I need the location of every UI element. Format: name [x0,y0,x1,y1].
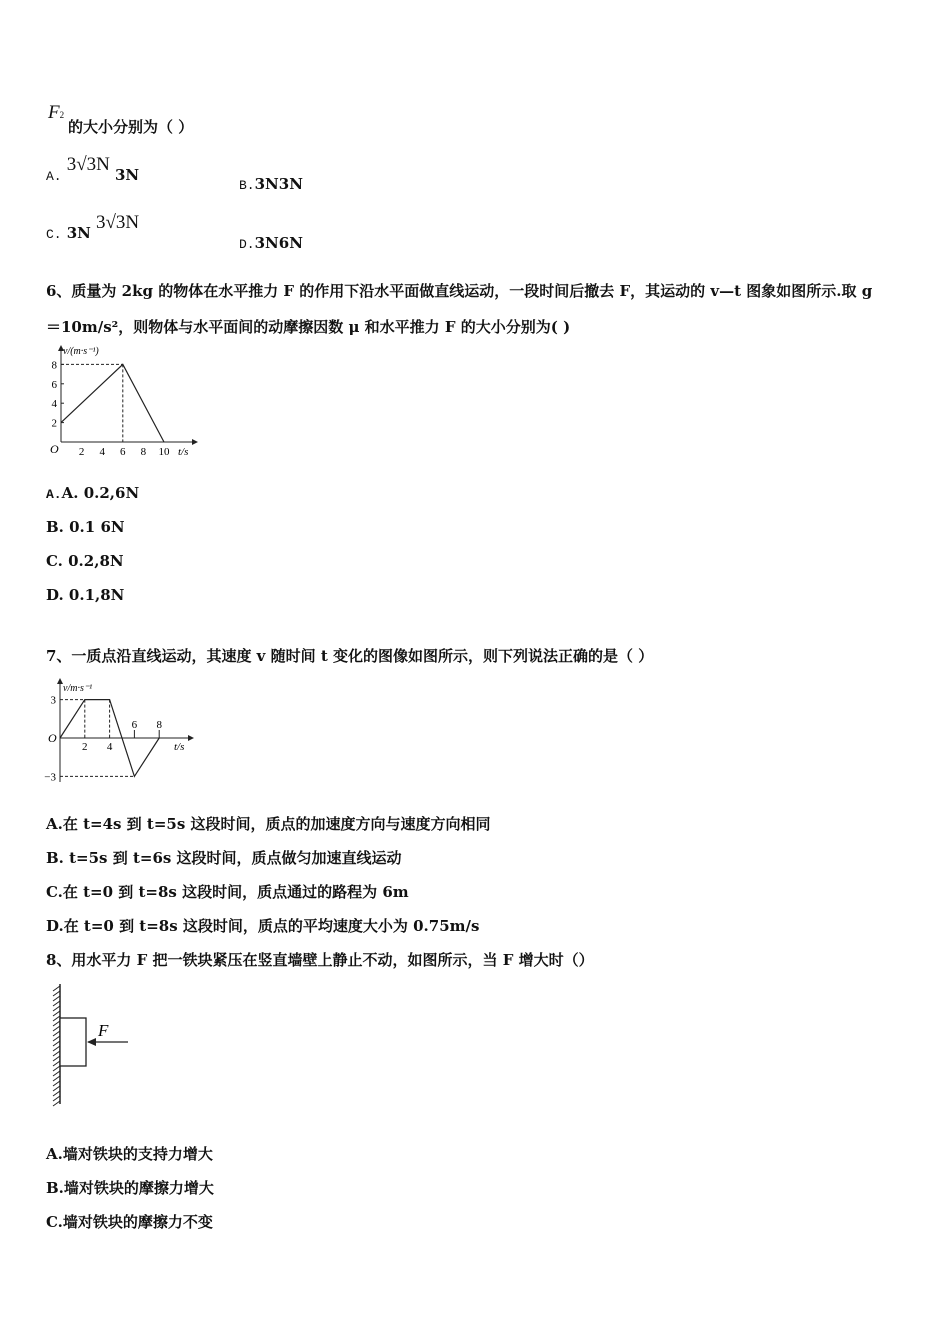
x-tick-label: 4 [99,446,105,458]
hatch-line [53,991,60,996]
x-axis-label: t/s [174,741,185,753]
wall-hatching [53,986,60,1106]
q5-stem: 的大小分别为（ ） [68,118,194,136]
q8-option-a: A.墙对铁块的支持力增大 [46,1145,213,1163]
y-tick-label: 6 [51,378,57,391]
hatch-line [53,1061,60,1066]
hatch-line [53,1051,60,1056]
q8-option-b: B.墙对铁块的摩擦力增大 [46,1179,214,1197]
hatch-line [53,1001,60,1006]
hatch-line [53,1071,60,1076]
q6-stem-line1: 6、质量为 2kg 的物体在水平推力 F 的作用下沿水平面做直线运动，一段时间后撤去 F，其运动的 v—t 图象如图所示.取 g [46,282,873,300]
x-tick-label: 10 [158,446,170,458]
force-label: F [98,1021,109,1040]
x-axis-arrow [192,439,198,445]
hatch-line [53,1086,60,1091]
origin-label: O [48,731,57,745]
hatch-line [53,986,60,991]
hatch-line [53,1011,60,1016]
x-tick-label: 8 [156,719,162,731]
x-axis-arrow [188,735,194,741]
y-tick-label: 8 [51,359,57,372]
q5-option-c: C. 3N 3√3N [46,212,140,242]
hatch-line [53,1091,60,1096]
hatch-line [53,1021,60,1026]
q8-stem: 8、用水平力 F 把一铁块紧压在竖直墙壁上静止不动，如图所示，当 F 增大时（） [46,951,594,969]
q7-option-d: D.在 t=0 到 t=8s 这段时间，质点的平均速度大小为 0.75m/s [46,917,480,935]
x-tick-label: 2 [82,741,88,753]
hatch-line [53,1026,60,1031]
hatch-line [53,1066,60,1071]
q6-option-b: B. 0.1 6N [46,518,125,536]
q5-f2-symbol: F2 [48,102,65,123]
series-line [61,364,164,442]
x-tick-label: 2 [78,446,85,458]
y-tick-label: 2 [51,417,57,430]
x-tick-label: 6 [120,446,126,458]
hatch-line [53,996,60,1001]
hatch-line [53,1016,60,1021]
q5-option-b: B.3N3N [239,175,303,193]
force-arrow-head [87,1038,96,1046]
hatch-line [53,1076,60,1081]
y-tick-label: 3 [50,694,56,707]
hatch-line [53,1056,60,1061]
hatch-line [53,1031,60,1036]
q6-vt-graph [44,342,204,462]
q5-option-a: A. 3√3N 3N [46,154,140,184]
q7-vt-graph [42,676,202,788]
q7-option-a: A.在 t=4s 到 t=5s 这段时间，质点的加速度方向与速度方向相同 [46,815,491,833]
hatch-line [53,1101,60,1106]
q7-stem: 7、一质点沿直线运动，其速度 v 随时间 t 变化的图像如图所示，则下列说法正确的是（ ） [46,647,654,665]
q8-option-c: C.墙对铁块的摩擦力不变 [46,1213,213,1231]
x-tick-label: 6 [131,719,138,731]
q6-stem-line2: ＝10m/s²，则物体与水平面间的动摩擦因数 μ 和水平推力 F 的大小分别为( ) [46,318,571,336]
hatch-line [53,1036,60,1041]
y-tick-label: −3 [44,771,56,784]
x-tick-label: 8 [140,446,147,458]
origin-label: O [50,442,59,456]
hatch-line [53,1006,60,1011]
q7-option-b: B. t=5s 到 t=6s 这段时间，质点做匀加速直线运动 [46,849,402,867]
q5-option-d: D.3N6N [239,234,303,252]
hatch-line [53,1046,60,1051]
q7-option-c: C.在 t=0 到 t=8s 这段时间，质点通过的路程为 6m [46,883,409,901]
x-axis-label: t/s [178,446,189,458]
hatch-line [53,1081,60,1086]
q6-option-a: A.A. 0.2,6N [46,484,140,502]
iron-block [60,1018,86,1066]
y-tick-label: 4 [51,398,57,411]
q6-option-d: D. 0.1,8N [46,586,125,604]
hatch-line [53,1096,60,1101]
q8-wall-figure [40,980,140,1110]
y-axis-label: v/m·s⁻¹ [63,683,93,694]
y-axis-label: v/(m·s⁻¹) [63,346,99,357]
q6-option-c: C. 0.2,8N [46,552,124,570]
hatch-line [53,1041,60,1046]
x-tick-label: 4 [106,741,113,753]
